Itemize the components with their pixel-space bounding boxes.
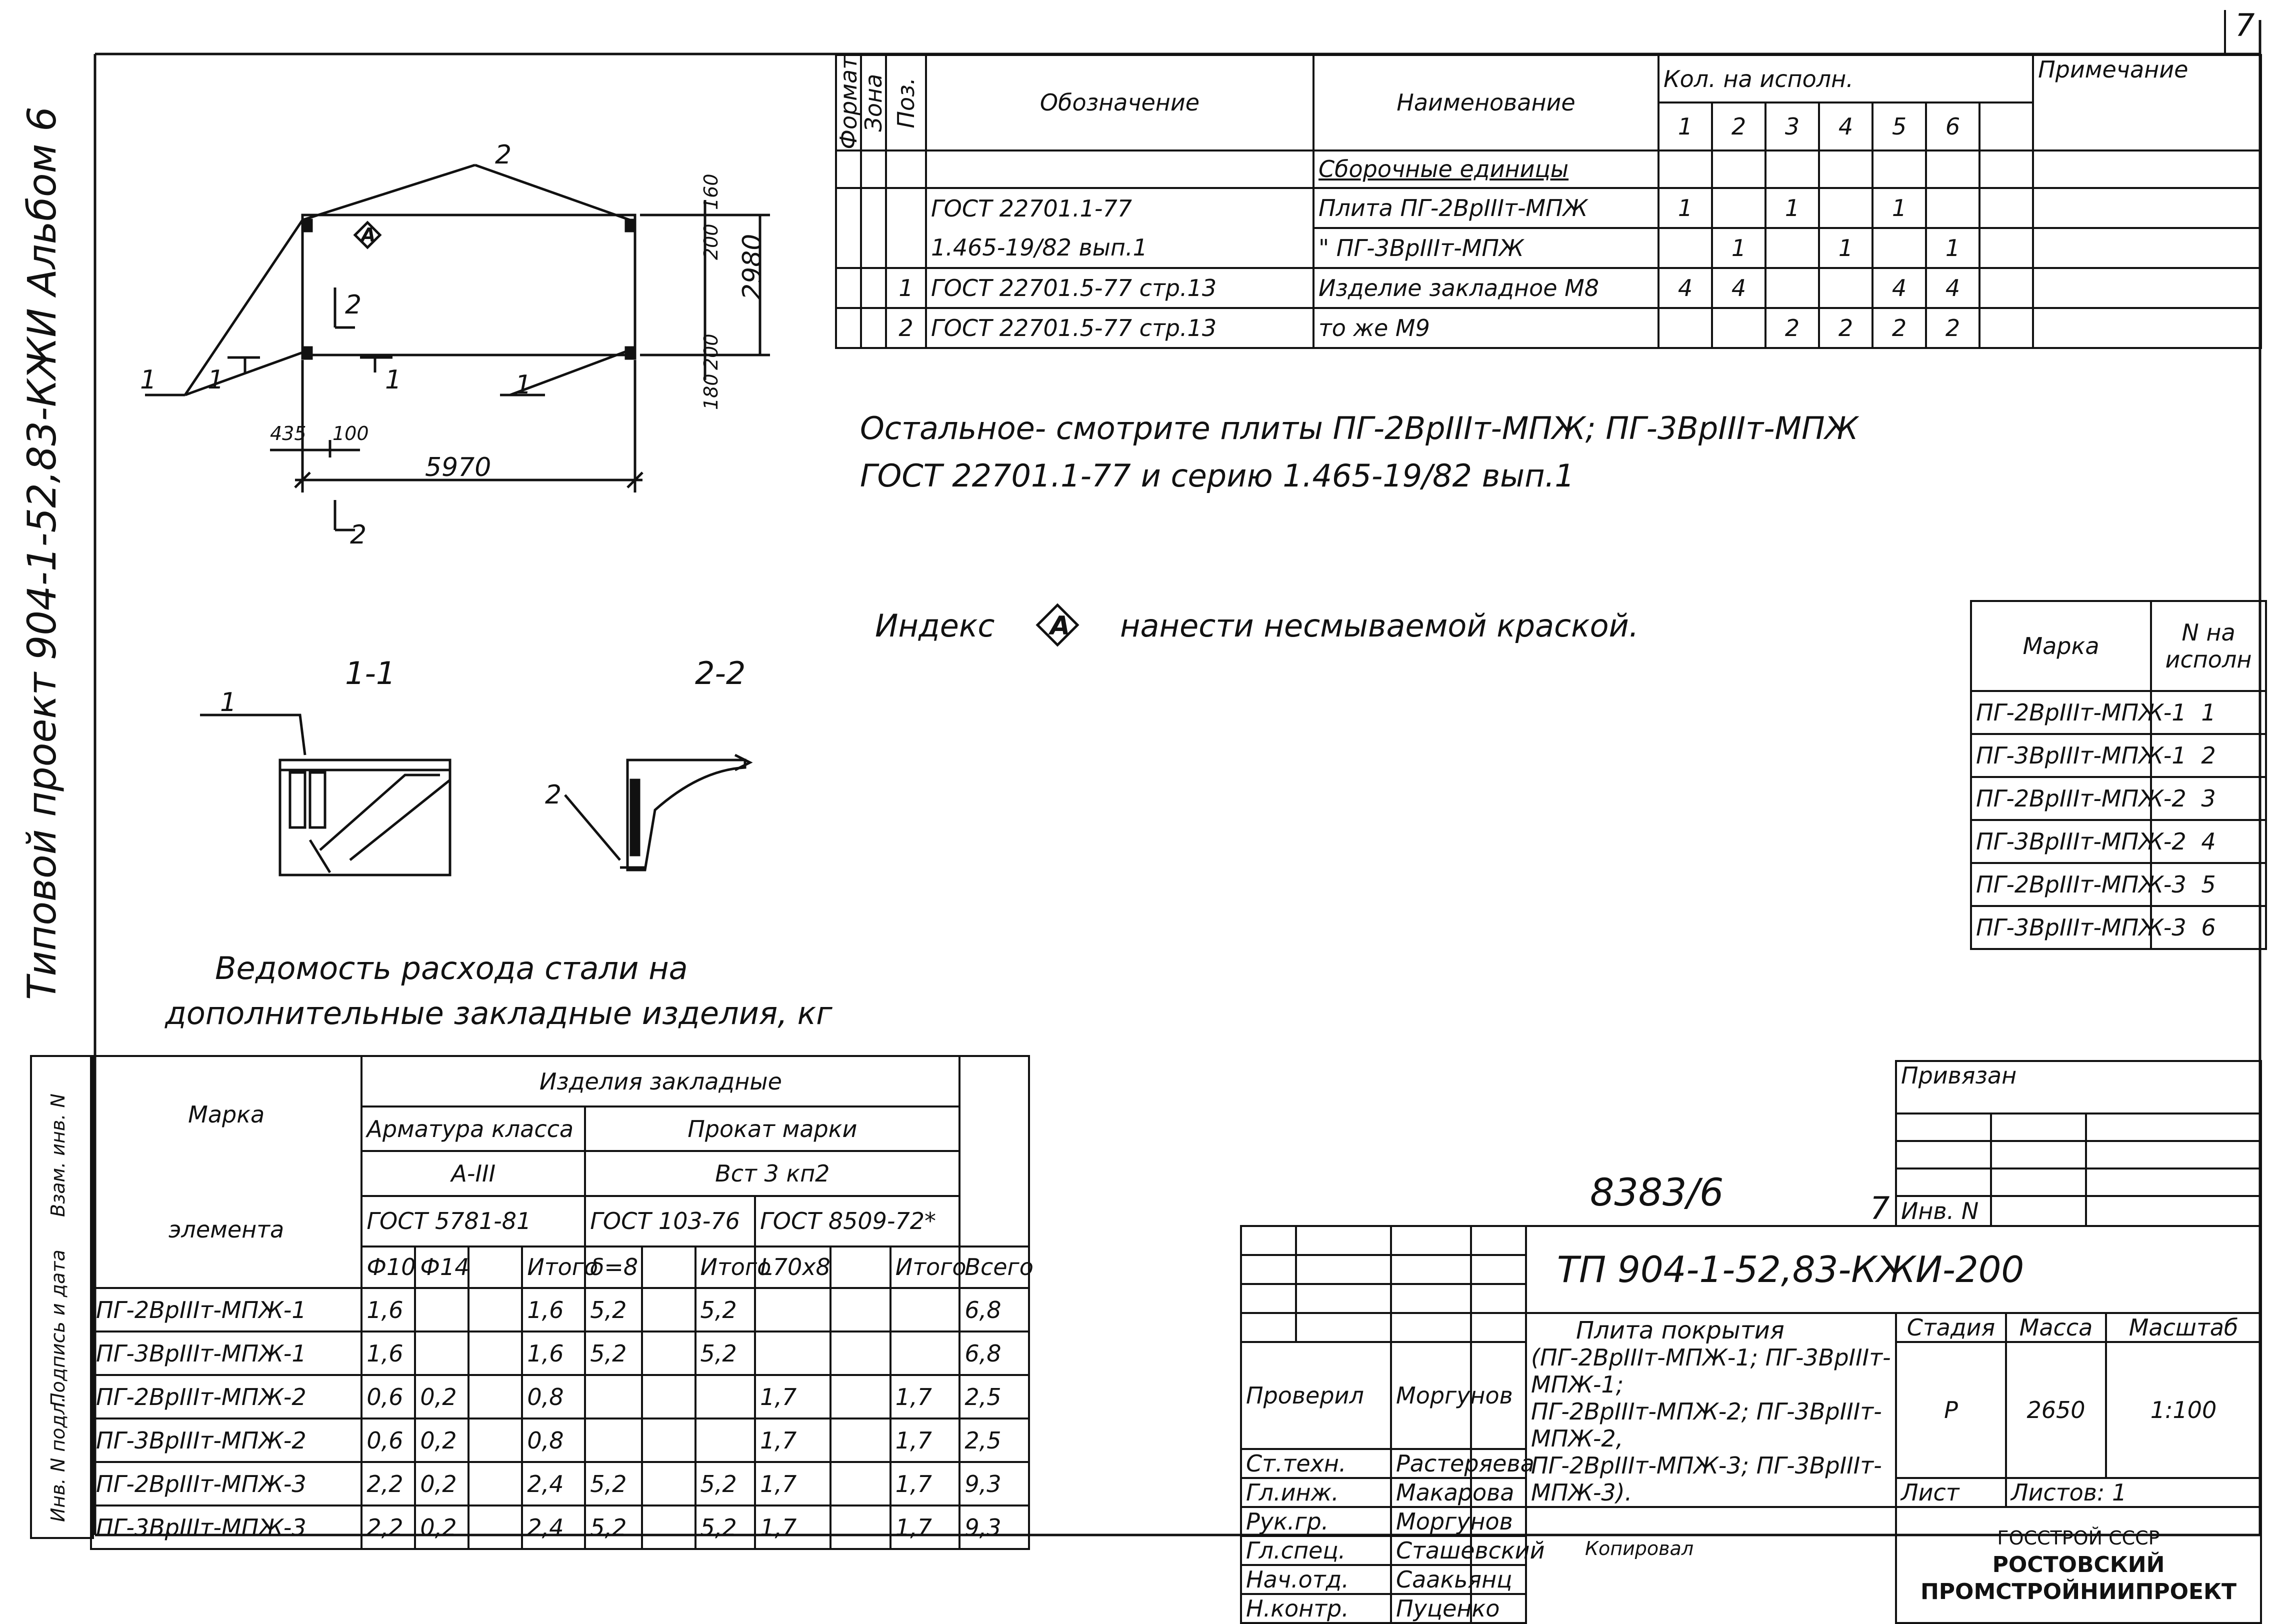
steel-title-2: дополнительные закладные изделия, кг [165,995,832,1032]
head-note: Примечание [2033,55,2261,150]
note-line-2: ГОСТ 22701.1-77 и серию 1.465-19/82 вып.1 [860,458,1574,494]
steel-row: ПГ-3ВрIIIт-МПЖ-3 2,2 0,2 2,4 5,2 5,2 1,7 1,7 9,3 [91,1506,1029,1549]
dim-435: 435 [270,422,306,444]
note-line-1: Остальное- смотрите плиты ПГ-2ВрIIIт-МПЖ; ПГ-3ВрIIIт-МПЖ [860,410,1858,446]
head-col-3: 3 [1766,102,1819,150]
organization: ГОССТРОЙ СССР РОСТОВСКИЙ ПРОМСТРОЙНИИПРОЕКТ [1896,1507,2261,1623]
steel-title-1: Ведомость расхода стали на [215,950,688,986]
dim-200-bottom: 200 [700,334,722,370]
marks-row: ПГ-3ВрIIIт-МПЖ-1 2 [1971,734,2266,777]
head-qty: Кол. на исполн. [1658,55,2033,102]
role-row: Проверил Моргунов Р 2650 1:100 [1241,1342,2261,1449]
scale-value: 1:100 [2106,1342,2261,1478]
section-2-2-callout: 2 [545,780,562,810]
section-1-1-callout: 1 [220,688,237,718]
head-pos: Поз. [886,55,926,150]
head-scale: Масштаб [2106,1313,2261,1342]
dim-200-top: 200 [700,224,722,260]
role-row: Рук.гр. Моргунов ГОССТРОЙ СССР РОСТОВСКИЙ ПРОМСТРОЙНИИПРОЕКТ [1241,1507,2261,1536]
marks-row: ПГ-3ВрIIIт-МПЖ-2 4 [1971,820,2266,863]
stamp-sign: Подпись и дата [47,1250,69,1407]
inv-label: Инв. N [1896,1196,1991,1226]
page-number: 7 [2235,7,2255,44]
spec-designation: ГОСТ 22701.1-77 [926,188,1314,228]
section-2-bottom: 2 [350,520,367,550]
head-format: Формат [835,56,862,150]
role-row: Гл.спец. Сташевский [1241,1536,2261,1565]
section-2-top: 2 [345,290,362,320]
head-name: Наименование [1314,55,1658,150]
head-col-5: 5 [1872,102,1926,150]
specification-table [835,54,2262,349]
section-1-left: 1 [208,365,224,395]
spec-row: 1 ГОСТ 22701.5-77 стр.13 Изделие закладное М8 4 4 4 4 [836,268,2261,308]
section-1-1-title: 1-1 [345,655,396,692]
steel-row: ПГ-3ВрIIIт-МПЖ-2 0,6 0,2 0,8 1,7 1,7 2,5 [91,1418,1029,1462]
steel-head-rebar-class: А-III [362,1151,585,1196]
archive-number: 8383/6 [1590,1170,1724,1214]
spec-row: 1.465-19/82 вып.1 " ПГ-3ВрIIIт-МПЖ 1 1 1 [836,228,2261,268]
index-a-plan: A [361,224,376,246]
marks-row: ПГ-3ВрIIIт-МПЖ-3 6 [1971,906,2266,949]
privyazan-block [1895,1060,2262,1227]
role-row: Н.контр. Пуценко [1241,1594,2261,1623]
spec-name: " ПГ-3ВрIIIт-МПЖ [1314,228,1658,268]
stage-value: Р [1896,1342,2006,1478]
sheets-label: Листов: 1 [2006,1478,2261,1507]
stamp-inv: Инв. N подл. [47,1396,69,1522]
spec-designation: ГОСТ 22701.5-77 стр.13 [926,308,1314,348]
steel-head-rebar: Арматура класса [362,1106,585,1151]
mass-value: 2650 [2006,1342,2106,1478]
stamp-replace: Взам. инв. N [47,1094,69,1217]
sheet-label: Лист [1896,1478,2006,1507]
steel-head-rolled: Прокат марки [585,1106,960,1151]
marks-row: ПГ-2ВрIIIт-МПЖ-2 3 [1971,777,2266,820]
head-col-1: 1 [1658,102,1712,150]
spec-row: ГОСТ 22701.1-77 Плита ПГ-2ВрIIIт-МПЖ 1 1 1 [836,188,2261,228]
steel-head-rolled-class: Вст 3 кп2 [585,1151,960,1196]
sheet-mark: 7 [1870,1190,1890,1226]
steel-head-gost5781: ГОСТ 5781-81 [362,1196,585,1246]
head-stage: Стадия [1896,1313,2006,1342]
index-note-suffix: нанести несмываемой краской. [1120,608,1639,644]
head-col-4: 4 [1819,102,1872,150]
steel-row: ПГ-2ВрIIIт-МПЖ-1 1,6 1,6 5,2 5,2 6,8 [91,1288,1029,1332]
callout-2: 2 [495,140,512,170]
role-row: Гл.инж. Макарова Лист Листов: 1 [1241,1478,2261,1507]
dim-180: 180 [700,374,722,410]
privyazan-label: Привязан [1896,1061,2261,1114]
steel-head-items: Изделия закладные [362,1056,960,1106]
doc-title: Плита покрытия (ПГ-2ВрIIIт-МПЖ-1; ПГ-3ВрIIIт-МПЖ-1; ПГ-2ВрIIIт-МПЖ-2; ПГ-3ВрIIIт-МПЖ-2, ПГ-2ВрIIIт-МПЖ-3; ПГ-3ВрIIIт-МПЖ-3). [1526,1313,1896,1507]
steel-head-mark: Марка элемента [91,1056,362,1288]
side-title: Типовой проект 904-1-52,83-КЖИ Альбом 6 [20,106,65,1000]
head-mass: Масса [2006,1313,2106,1342]
steel-head-total: Всего [960,1246,1029,1288]
spec-section: Сборочные единицы [1314,150,1658,188]
head-col-2: 2 [1712,102,1766,150]
marks-row: ПГ-2ВрIIIт-МПЖ-1 1 [1971,691,2266,734]
callout-1-right: 1 [515,370,532,400]
spec-designation: 1.465-19/82 вып.1 [926,228,1314,268]
dim-160: 160 [700,174,722,210]
steel-table: Марка элемента Изделия закладные Арматура класса Прокат марки А-III Вст 3 кп2 ГОСТ 5781-81 ГОСТ 103-76 ГОСТ 8509-72* Ф10 Ф14 Итого δ=8 Итого L70x8 Итого Всего ПГ-2ВрIIIт-МПЖ-1 1,6 1,6 5,2 5,2 6,8 ПГ-3ВрIIIт-МПЖ-1 1,6 1,6 5,2 5,2 6,8 ПГ-2ВрIIIт-МПЖ-2 0,6 0,2 0,8 1,7 1,7 2,5 ПГ-3ВрIIIт-МПЖ-2 0,6 0,2 0,8 1,7 1,7 2,5 ПГ-2ВрIIIт-МПЖ-3 2,2 0,2 2,4 5,2 5,2 1,7 1,7 9,3 ПГ-3ВрIIIт-МПЖ-3 2,2 0,2 2,4 5,2 5,2 1,7 1,7 9,3 [90,1055,1030,1550]
head-zone: Зона [861,55,886,150]
dim-100: 100 [332,422,369,444]
dim-2980: 2980 [738,234,768,300]
steel-row: ПГ-3ВрIIIт-МПЖ-1 1,6 1,6 5,2 5,2 6,8 [91,1332,1029,1375]
spec-row: 2 ГОСТ 22701.5-77 стр.13 то же М9 2 2 2 2 [836,308,2261,348]
head-designation: Обозначение [926,55,1314,150]
marks-row: ПГ-2ВрIIIт-МПЖ-3 5 [1971,863,2266,906]
role-row: Ст.техн. Растеряева [1241,1449,2261,1478]
steel-head-gost8509: ГОСТ 8509-72* [755,1196,960,1246]
spec-name: то же М9 [1314,308,1658,348]
marks-head-n: N на исполн [2151,601,2266,691]
title-block [1240,1225,2262,1624]
left-stamp [30,1055,94,1539]
spec-name: Плита ПГ-2ВрIIIт-МПЖ [1314,188,1658,228]
steel-head-gost103: ГОСТ 103-76 [585,1196,755,1246]
dim-5970: 5970 [425,452,492,482]
doc-code: ТП 904-1-52,83-КЖИ-200 [1526,1226,2261,1313]
index-note-prefix: Индекс [875,608,995,644]
index-a-note: A [1050,611,1070,641]
spec-name: Изделие закладное М8 [1314,268,1658,308]
steel-row: ПГ-2ВрIIIт-МПЖ-2 0,6 0,2 0,8 1,7 1,7 2,5 [91,1375,1029,1418]
marks-head-mark: Марка [1971,601,2151,691]
steel-row: ПГ-2ВрIIIт-МПЖ-3 2,2 0,2 2,4 5,2 5,2 1,7 1,7 9,3 [91,1462,1029,1506]
section-2-2-title: 2-2 [695,655,746,692]
callout-1-left: 1 [140,365,157,395]
copied-by: Копировал [1585,1538,1694,1560]
spec-designation: ГОСТ 22701.5-77 стр.13 [926,268,1314,308]
section-1-right: 1 [385,365,402,395]
marks-table [1970,600,2267,950]
role-row: Нач.отд. Саакьянц [1241,1565,2261,1594]
head-col-6: 6 [1926,102,1980,150]
